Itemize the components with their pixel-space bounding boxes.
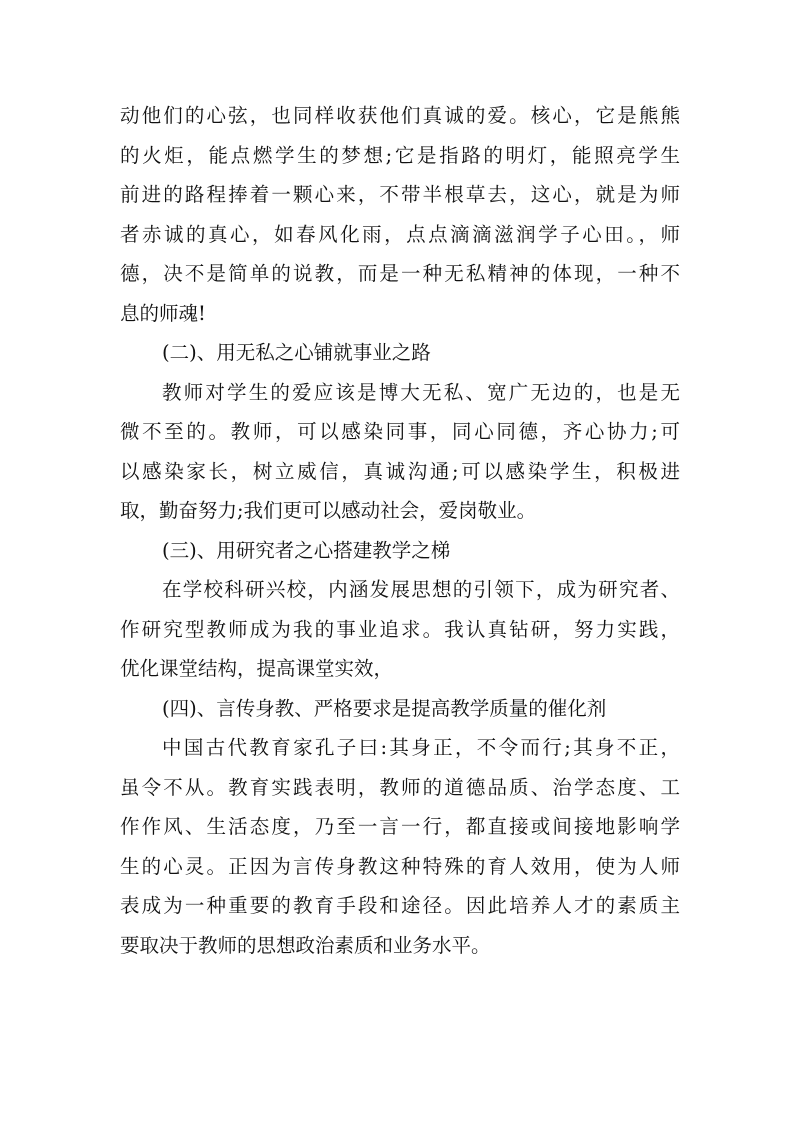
paragraph-line: 前进的路程捧着一颗心来，不带半根草去，这心，就是为师 [120,183,680,206]
paragraph-line: 的火炬，能点燃学生的梦想;它是指路的明灯，能照亮学生 [120,143,680,167]
paragraph-line: 虽令不从。教育实践表明，教师的道德品质、治学态度、工 [120,775,680,799]
paragraph-line: 息的师魂! [120,301,206,325]
paragraph-line: 作作风、生活态度，乃至一言一行，都直接或间接地影响学 [120,815,680,838]
document-body [120,96,680,965]
section-heading: (四)、言传身教、严格要求是提高教学质量的催化剂 [162,696,607,720]
section-heading: (三)、用研究者之心搭建教学之梯 [162,538,451,562]
paragraph-line: 德，决不是简单的说教，而是一种无私精神的体现，一种不 [120,262,680,285]
paragraph-line: 微不至的。教师，可以感染同事，同心同德，齐心协力;可 [120,420,680,443]
paragraph-line: 在学校科研兴校，内涵发展思想的引领下，成为研究者、 [162,578,680,601]
section-heading: (二)、用无私之心铺就事业之路 [162,341,431,364]
paragraph-line: 中国古代教育家孔子曰:其身正，不令而行;其身不正， [162,736,680,759]
paragraph-line: 要取决于教师的思想政治素质和业务水平。 [120,933,491,957]
paragraph-line: 作研究型教师成为我的事业追求。我认真钻研，努力实践， [120,617,680,641]
paragraph-line: 以感染家长，树立威信，真诚沟通;可以感染学生，积极进 [120,459,680,483]
paragraph-line: 取，勤奋努力;我们更可以感动社会，爱岗敬业。 [120,499,537,522]
paragraph-line: 表成为一种重要的教育手段和途径。因此培养人才的素质主 [120,894,680,917]
paragraph-line: 者赤诚的真心，如春风化雨，点点滴滴滋润学子心田。，师 [120,222,680,246]
paragraph-line: 生的心灵。正因为言传身教这种特殊的育人效用，使为人师 [120,854,680,878]
paragraph-line: 教师对学生的爱应该是博大无私、宽广无边的，也是无 [162,380,680,404]
paragraph-line: 优化课堂结构，提高课堂实效， [120,657,394,680]
paragraph-line: 动他们的心弦，也同样收获他们真诚的爱。核心，它是熊熊 [120,104,680,127]
